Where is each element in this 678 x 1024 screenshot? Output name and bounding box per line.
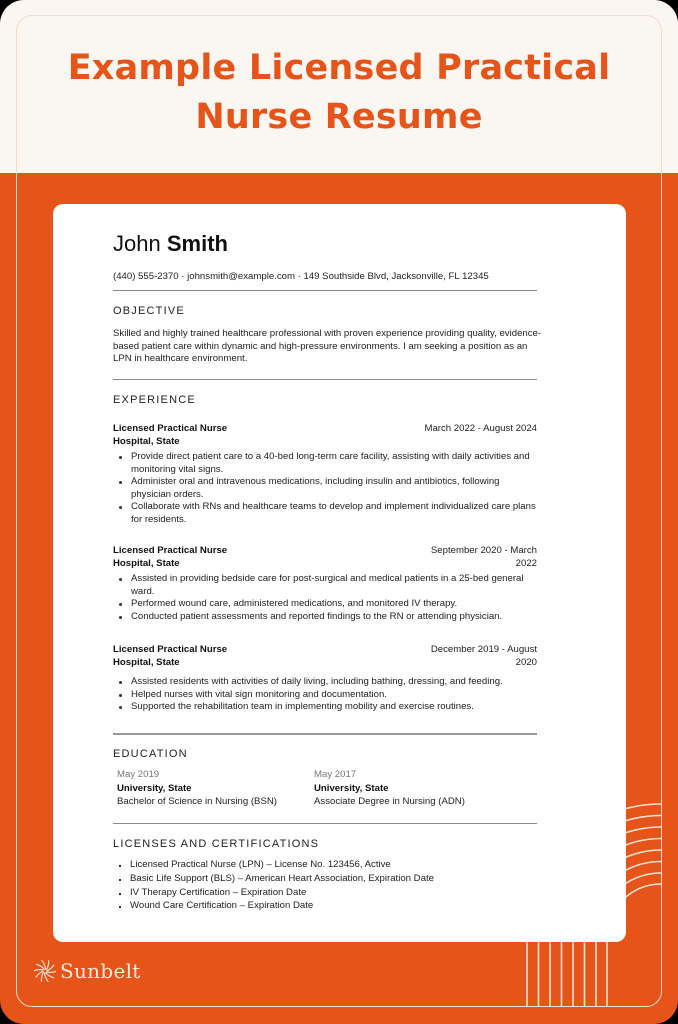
- job-dates: September 2020 - March 2022: [430, 545, 537, 569]
- job-title: Licensed Practical Nurse: [113, 423, 228, 434]
- job-entry-3: [113, 643, 537, 714]
- objective-text: Skilled and highly trained healthcare professional with proven experience providing quality, evidence-based patient care within dynamic and high-pressure environments. I am seeking a position as an LPN in healthcare environment.: [113, 328, 542, 365]
- education-degree: Associate Degree in Nursing (ADN): [314, 796, 465, 807]
- certification-item: Basic Life Support (BLS) – American Heart Association, Expiration Date: [113, 872, 434, 886]
- experience-heading: EXPERIENCE: [113, 394, 196, 406]
- first-name: John: [113, 231, 161, 256]
- objective-heading: OBJECTIVE: [113, 305, 185, 317]
- education-entry-1: [117, 768, 317, 809]
- job-bullet: Assisted in providing bedside care for post-surgical and medical patients in a 25-bed general ward.: [113, 573, 537, 598]
- education-entry-2: [314, 768, 514, 809]
- job-entry-2: [113, 544, 537, 623]
- job-bullet: Supported the rehabilitation team in implementing mobility and exercise routines.: [113, 701, 537, 714]
- education-degree: Bachelor of Science in Nursing (BSN): [117, 796, 277, 807]
- job-org: Hospital, State: [113, 657, 180, 668]
- sunbelt-logo: [34, 956, 141, 986]
- education-date: May 2019: [117, 769, 160, 780]
- certification-item: Licensed Practical Nurse (LPN) – License No. 123456, Active: [113, 858, 434, 872]
- job-bullet: Collaborate with RNs and healthcare teams to develop and implement individualized care plans for residents.: [113, 501, 537, 526]
- logo-text: Sunbelt: [60, 959, 141, 983]
- last-name: Smith: [166, 231, 228, 256]
- job-bullets: [113, 573, 537, 623]
- job-bullets: [113, 676, 537, 714]
- job-org: Hospital, State: [113, 558, 180, 569]
- job-dates: December 2019 - August 2020: [430, 644, 537, 668]
- education-date: May 2017: [314, 769, 357, 780]
- sun-swirl-icon: [34, 960, 56, 982]
- divider: [113, 733, 537, 735]
- resume-card: [53, 204, 626, 942]
- job-bullet: Assisted residents with activities of daily living, including bathing, dressing, and feeding.: [113, 676, 537, 689]
- job-bullets: [113, 451, 537, 527]
- job-title: Licensed Practical Nurse: [113, 644, 228, 655]
- page-title: [0, 44, 678, 142]
- page-title-line-1: Example Licensed Practical: [67, 48, 611, 88]
- resume-name: [113, 230, 228, 258]
- divider: [113, 290, 537, 291]
- divider: [113, 379, 537, 380]
- education-school: University, State: [117, 782, 192, 794]
- certification-item: IV Therapy Certification – Expiration Date: [113, 886, 434, 900]
- job-bullet: Administer oral and intravenous medications, including insulin and antibiotics, following physician orders.: [113, 476, 537, 501]
- job-bullet: Performed wound care, administered medications, and monitored IV therapy.: [113, 598, 537, 611]
- divider: [113, 823, 537, 824]
- job-title: Licensed Practical Nurse: [113, 545, 228, 556]
- job-dates: March 2022 - August 2024: [424, 423, 537, 434]
- certification-item: Wound Care Certification – Expiration Date: [113, 899, 434, 913]
- job-bullet: Provide direct patient care to a 40-bed long-term care facility, assisting with daily activities and monitoring vital signs.: [113, 451, 537, 476]
- job-bullet: Helped nurses with vital sign monitoring and documentation.: [113, 689, 537, 702]
- education-heading: EDUCATION: [113, 748, 188, 760]
- certifications-heading: LICENSES AND CERTIFICATIONS: [113, 838, 320, 850]
- certifications-list: [113, 858, 434, 913]
- job-bullet: Conducted patient assessments and reported findings to the RN or attending physician.: [113, 611, 537, 624]
- contact-line: (440) 555-2370 · johnsmith@example.com · 149 Southside Blvd, Jacksonville, FL 12345: [113, 271, 489, 282]
- job-entry-1: [113, 422, 537, 527]
- page-title-line-2: Nurse Resume: [195, 97, 483, 137]
- education-school: University, State: [314, 782, 389, 794]
- job-org: Hospital, State: [113, 436, 180, 447]
